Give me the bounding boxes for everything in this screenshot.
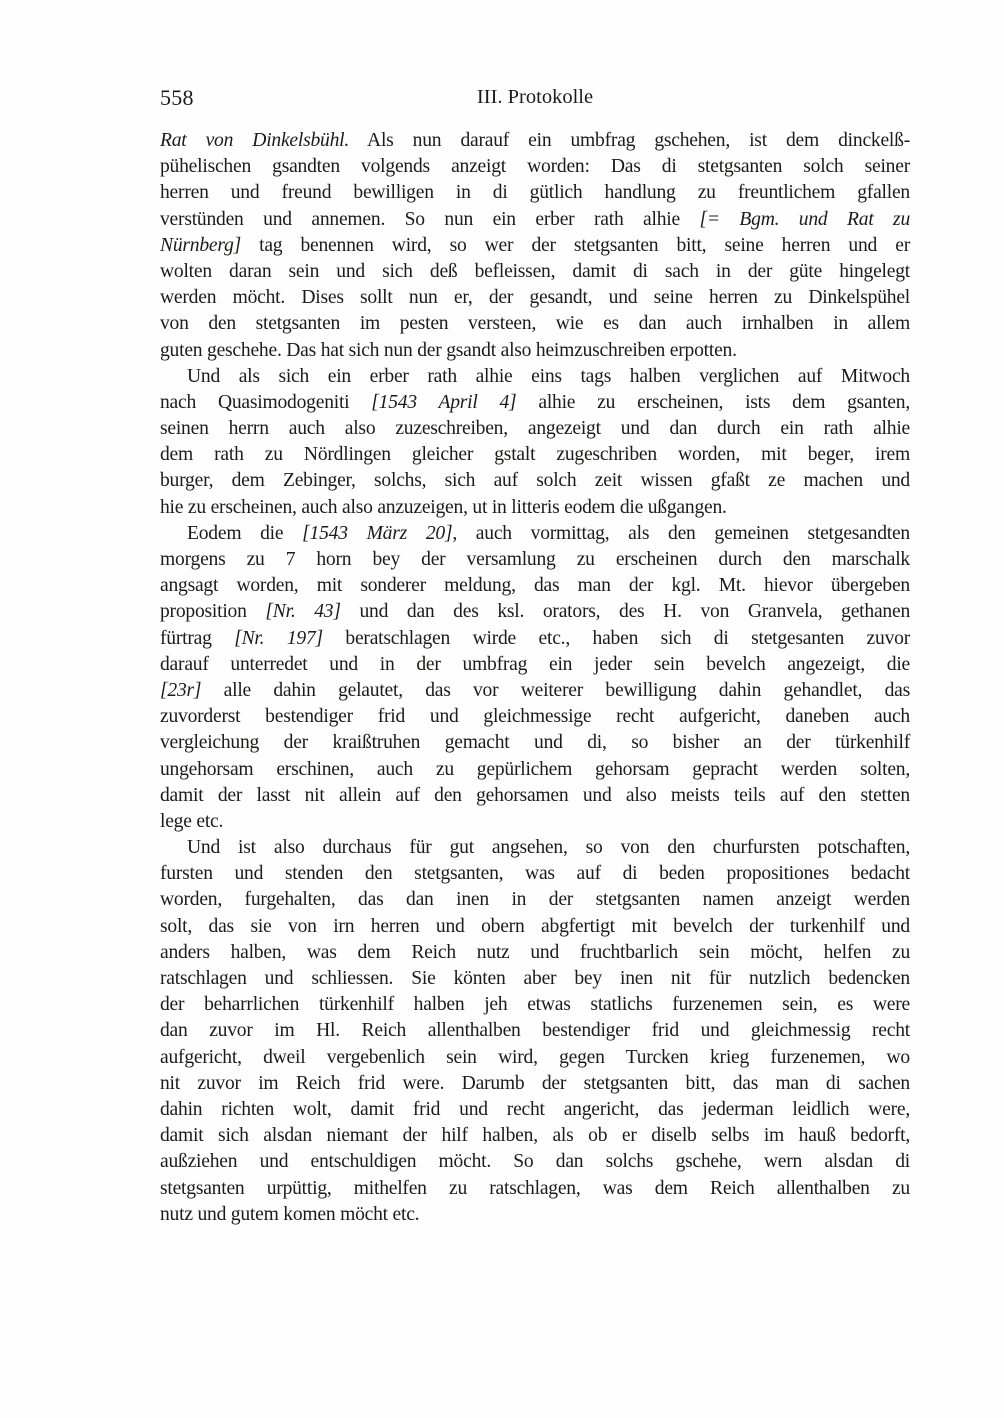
text-line (160, 887, 910, 913)
italic-run: Rat von Dinkelsbühl. (160, 130, 350, 151)
text-line (160, 940, 910, 966)
text-line (160, 730, 910, 756)
text-line (160, 1176, 910, 1202)
paragraph (160, 835, 910, 1228)
text-run: und dan des ksl. orators, des H. von Granvela, gethanen (340, 601, 910, 623)
text-run: angsagt worden, mit sonderer meldung, das man der kgl. Mt. hievor übergeben (160, 575, 910, 597)
text-run: proposition (160, 601, 266, 623)
text-line (160, 468, 910, 494)
text-run: solt, das sie von irn herren und obern abgfertigt mit bevelch der turkenhilf und (160, 915, 910, 937)
running-header (160, 84, 910, 111)
italic-run: [1543 März 20] (302, 522, 453, 544)
text-run: anders halben, was dem Reich nutz und fruchtbarlich sein möcht, helfen zu (160, 941, 910, 963)
text-line (160, 835, 910, 861)
text-line (160, 809, 910, 835)
text-line (160, 207, 910, 233)
text-line (160, 966, 910, 992)
italic-run: [1543 April 4] (371, 391, 517, 413)
text-line (160, 704, 910, 730)
text-run: Eodem die (187, 522, 303, 544)
text-run: guten geschehe. Das hat sich nun der gsandt also heimzuschreiben erpotten. (160, 339, 737, 361)
text-line (160, 128, 910, 154)
text-run: Und als sich ein erber rath alhie eins tags halben verglichen auf Mitwoch (187, 365, 910, 387)
text-run: nach Quasimodogeniti (160, 391, 372, 413)
text-line (160, 285, 910, 311)
text-run: damit der lasst nit allein auf den gehorsamen und also meists teils auf den stetten (160, 784, 910, 806)
text-run: damit sich alsdan niemant der hilf halben, als ob er diselb selbs im hauß bedorft, (160, 1125, 910, 1147)
italic-run: [= Bgm. und Rat zu (699, 208, 911, 230)
text-run: aufgericht, dweil vergebenlich sein wird, gegen Turcken krieg furzenemen, wo (160, 1046, 910, 1068)
text-line (160, 783, 910, 809)
text-line (160, 1097, 910, 1123)
text-line (160, 154, 910, 180)
page-number: 558 (160, 85, 194, 110)
text-run: tag benennen wird, so wer der stetgsanten bitt, seine herren und er (240, 234, 910, 256)
text-run: fürtrag (160, 627, 235, 649)
text-line (160, 1149, 910, 1175)
text-run: , auch vormittag, als den gemeinen stetgesandten (452, 522, 910, 544)
italic-run: Nürnberg] (160, 234, 241, 256)
text-line (160, 1123, 910, 1149)
text-run: lege etc. (160, 810, 224, 832)
text-line (160, 599, 910, 625)
text-run: stetgsanten urpüttig, mithelfen zu ratschlagen, was dem Reich allenthalben zu (160, 1177, 910, 1199)
body-text (160, 128, 910, 1228)
text-run: ratschlagen und schliessen. Sie könten aber bey inen nit für nutzlich bedencken (160, 968, 910, 989)
text-line (160, 311, 910, 337)
text-line (160, 495, 910, 521)
text-run: werden möcht. Dises sollt nun er, der gesandt, und seine herren zu Dinkelspühel (160, 287, 910, 309)
text-line (160, 416, 910, 442)
text-line (160, 992, 910, 1018)
text-line (160, 652, 910, 678)
text-line (160, 233, 910, 259)
text-run: pühelischen gsandten volgends anzeigt worden: Das di stetgsanten solch seiner (160, 156, 910, 178)
text-run: worden, furgehalten, das dan inen in der stetgsanten namen anzeigt werden (160, 889, 910, 911)
text-line (160, 678, 910, 704)
text-run: beratschlagen wirde etc., haben sich di stetgesanten zuvor (322, 627, 910, 649)
text-run: der beharrlichen türkenhilf halben jeh etwas statlichs furzenemen sein, es were (160, 994, 910, 1016)
text-run: alhie zu erscheinen, ists dem gsanten, (516, 391, 910, 413)
text-run: außziehen und entschuldigen möcht. So dan solchs gschehe, wern alsdan di (160, 1151, 910, 1173)
text-line (160, 861, 910, 887)
text-line (160, 521, 910, 547)
text-line (160, 390, 910, 416)
text-run: dan zuvor im Hl. Reich allenthalben bestendiger frid und gleichmessig recht (160, 1020, 910, 1042)
text-line (160, 757, 910, 783)
text-line (160, 338, 910, 364)
italic-run: [Nr. 197] (234, 627, 323, 649)
section-title: III. Protokolle (476, 86, 594, 108)
text-run: dahin richten wolt, damit frid und recht angericht, das jederman leidlich were, (160, 1098, 910, 1120)
text-line (160, 442, 910, 468)
text-line (160, 1071, 910, 1097)
text-run: hie zu erscheinen, auch also anzuzeigen, ut in litteris eodem die ußgangen. (160, 496, 727, 518)
text-line (160, 364, 910, 390)
text-run: Und ist also durchaus für gut angsehen, so von den churfursten potschaften, (187, 837, 910, 859)
paragraph (160, 364, 910, 521)
italic-run: [Nr. 43] (265, 601, 341, 623)
text-run: fursten und stenden den stetgsanten, was auf di beden propositiones bedacht (160, 863, 910, 885)
text-run: nit zuvor im Reich frid were. Darumb der stetgsanten bitt, das man di sachen (160, 1072, 910, 1094)
text-run: dem rath zu Nördlingen gleicher gstalt zugeschriben worden, mit beger, irem (160, 444, 910, 466)
text-run: von den stetgsanten im pesten versteen, wie es dan auch irnhalben in allem (160, 313, 910, 335)
text-run: vergleichung der kraißtruhen gemacht und di, so bisher an der türkenhilf (160, 732, 910, 754)
text-run: herren und freund bewilligen in di gütlich handlung zu freuntlichem gfallen (160, 182, 910, 204)
text-line (160, 914, 910, 940)
text-line (160, 547, 910, 573)
text-run: Als nun darauf ein umbfrag gschehen, ist dem dinckelß- (349, 130, 910, 151)
text-line (160, 1018, 910, 1044)
italic-run: [23r] (160, 679, 202, 701)
text-run: seinen herrn auch also zuzeschreiben, angezeigt und dan durch ein rath alhie (160, 418, 910, 440)
text-line (160, 573, 910, 599)
text-line (160, 1045, 910, 1071)
text-run: wolten daran sein und sich deß befleissen, damit di sach in der güte hingelegt (160, 260, 910, 282)
text-run: burger, dem Zebinger, solchs, sich auf solch zeit wissen gfaßt ze machen und (160, 470, 910, 492)
text-run: darauf unterredet und in der umbfrag ein jeder sein bevelch angezeigt, die (160, 653, 910, 675)
text-line (160, 180, 910, 206)
text-run: ungehorsam erschinen, auch zu gepürlichem gehorsam gepracht werden solten, (160, 758, 910, 780)
text-line (160, 259, 910, 285)
text-line (160, 626, 910, 652)
text-line (160, 1202, 910, 1228)
text-run: nutz und gutem komen möcht etc. (160, 1203, 420, 1225)
text-run: verstünden und annemen. So nun ein erber rath alhie (160, 208, 700, 230)
text-run: alle dahin gelautet, das vor weiterer bewilligung dahin gehandlet, das (201, 679, 910, 701)
paragraph (160, 521, 910, 835)
text-run: morgens zu 7 horn bey der versamlung zu erscheinen durch den marschalk (160, 549, 910, 570)
paragraph (160, 128, 910, 364)
text-run: zuvorderst bestendiger frid und gleichmessige recht aufgericht, daneben auch (160, 706, 910, 728)
